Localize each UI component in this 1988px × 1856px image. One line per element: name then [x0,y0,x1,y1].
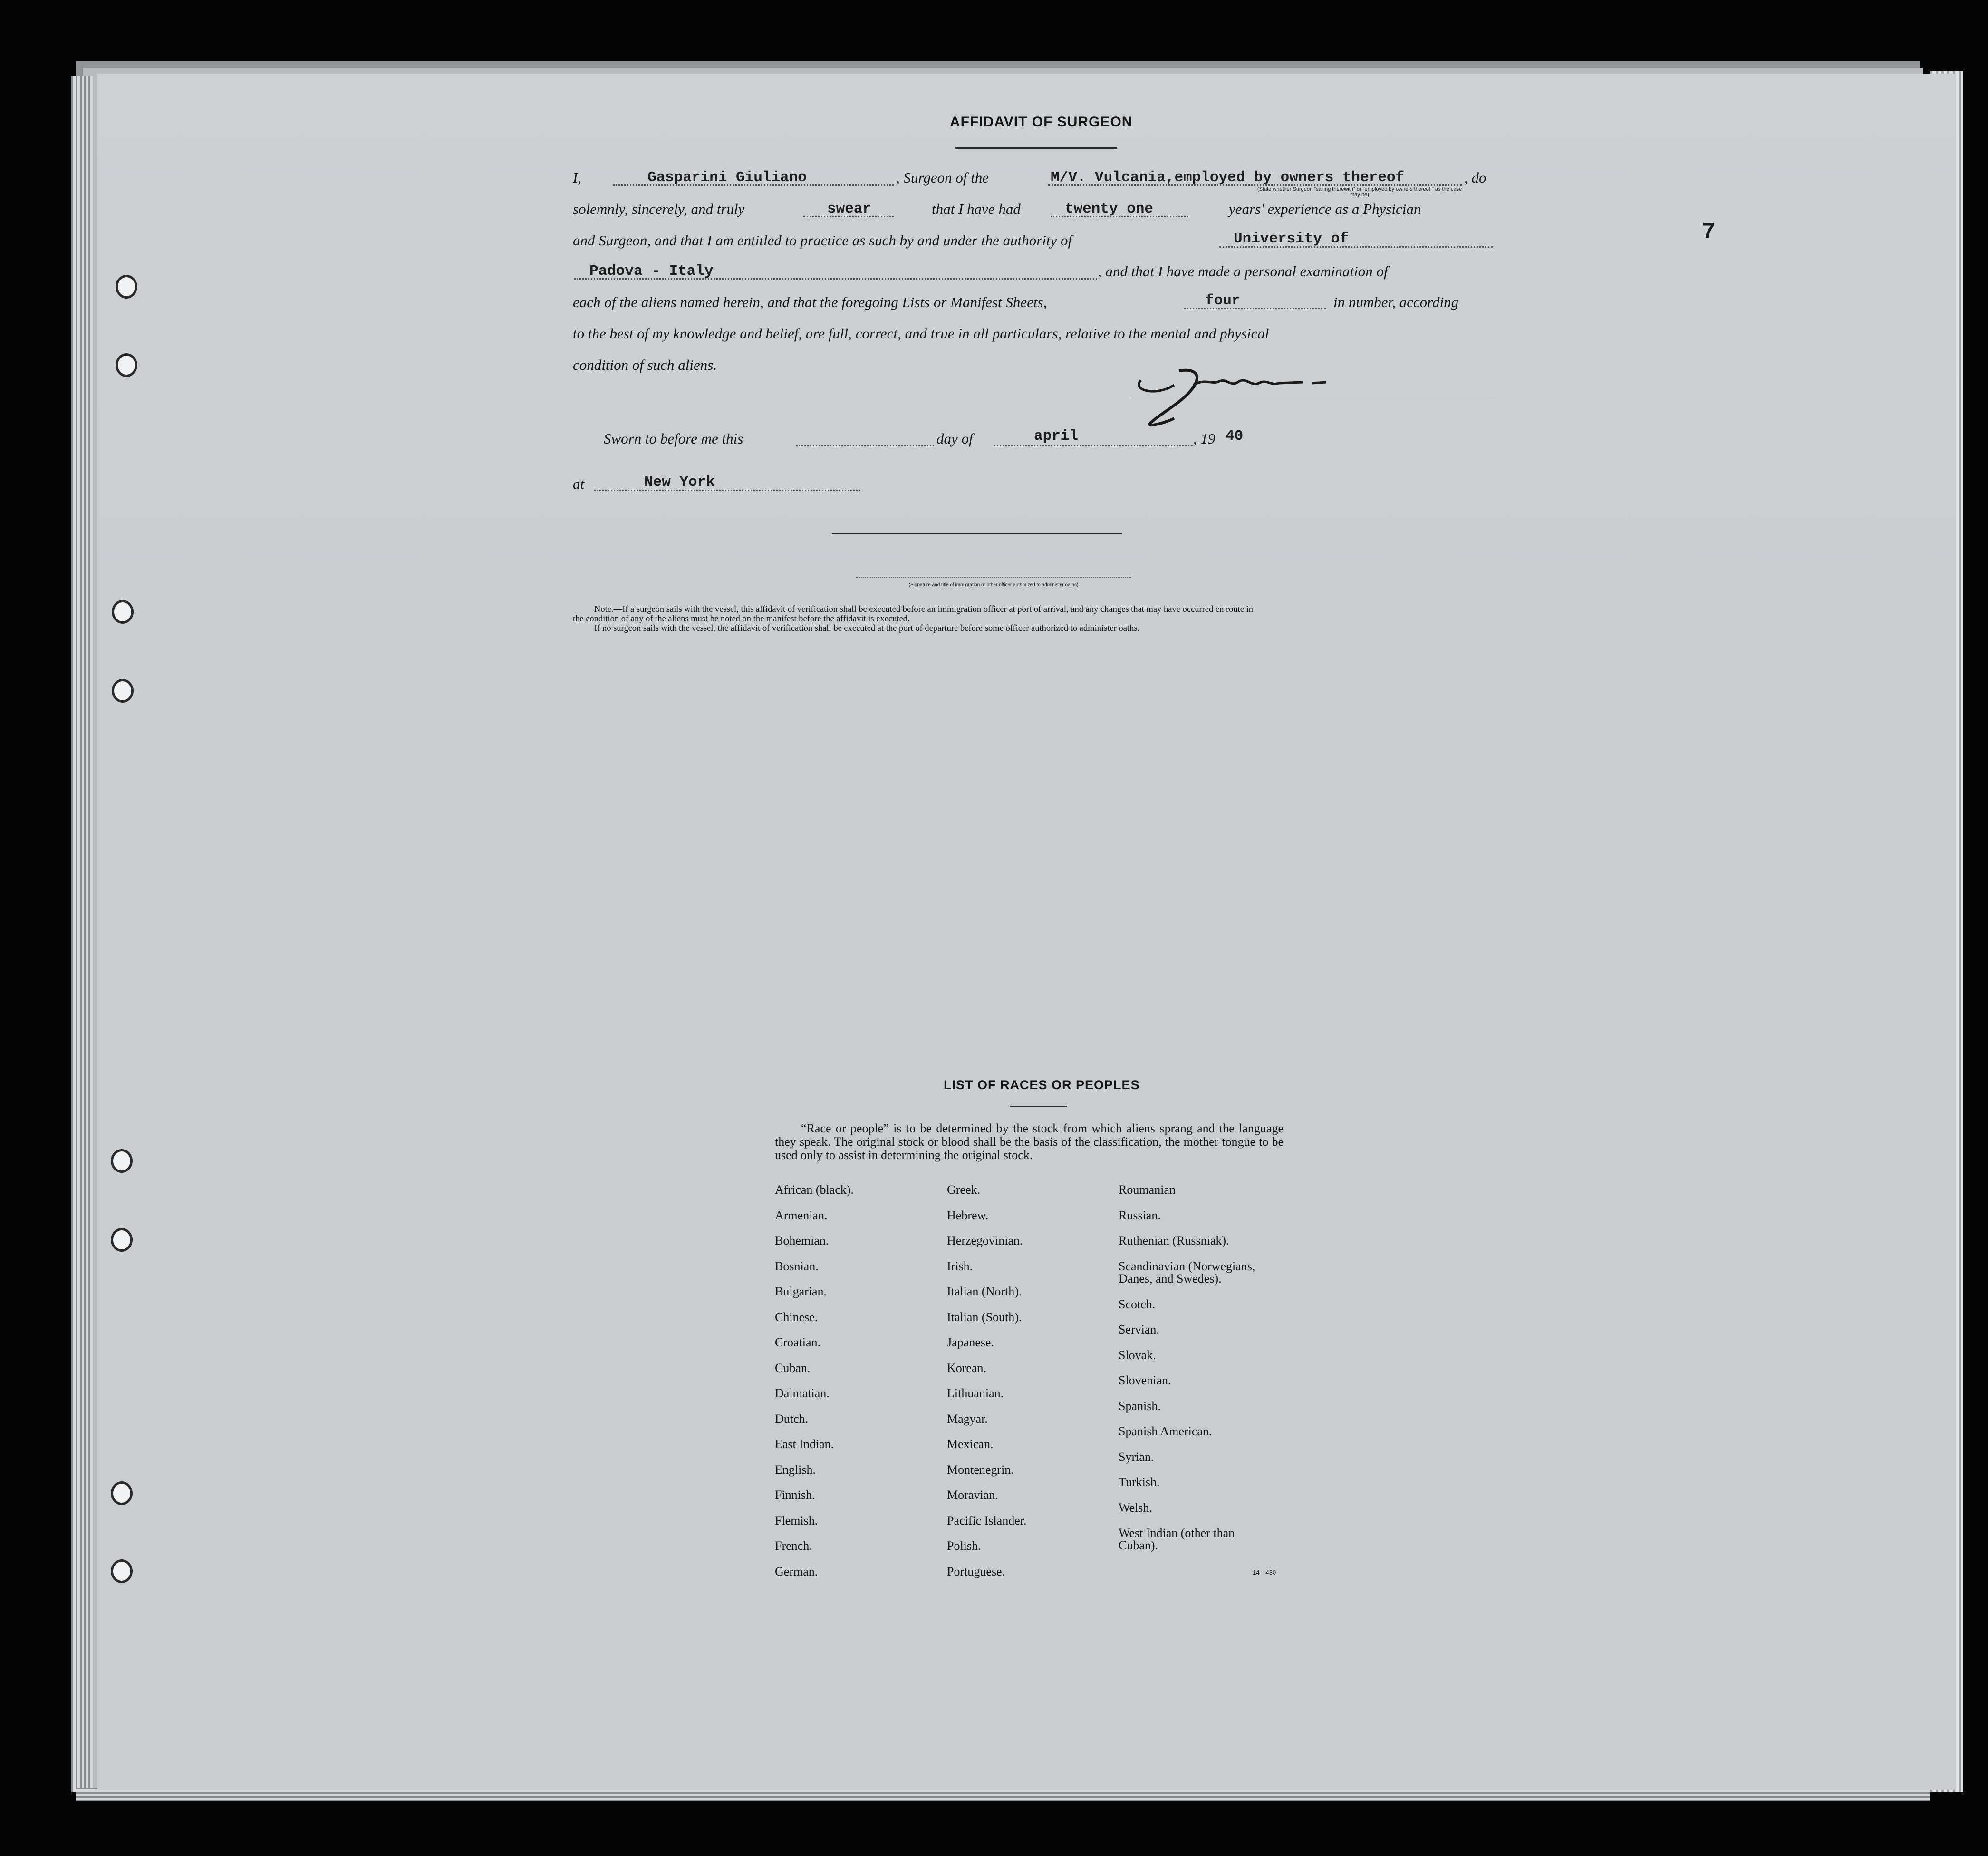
binder-hole [111,1481,133,1505]
race-item: Italian (North). [947,1285,1022,1298]
sworn-month-field: april [1034,428,1079,445]
race-item: English. [775,1462,816,1477]
vessel-employment-field: M/V. Vulcania,employed by owners thereof [1051,169,1405,186]
race-item: Scandinavian (Norwegians, Danes, and Swedes). [1119,1259,1255,1286]
race-item: Bohemian. [775,1234,829,1247]
sworn-day-line [796,445,934,446]
binder-hole [112,600,134,624]
affidavit-line-2-end: years' experience as a Physician [1229,201,1421,217]
authority-field-2: Padova - Italy [589,263,714,280]
race-item: Moravian. [947,1488,998,1502]
binder-hole [111,1228,133,1252]
sworn-month-line [994,445,1193,446]
affidavit-line-2-pre: solemnly, sincerely, and truly [573,201,745,217]
affidavit-line-3-pre: and Surgeon, and that I am entitled to practice as such by and under the authority of [573,232,1072,249]
affidavit-line-6: to the best of my knowledge and belief, are full, correct, and true in all particulars, relative to the mental and physical [573,325,1269,342]
binder-hole [111,1559,133,1583]
sworn-place-line [594,490,860,491]
race-item: Bosnian. [775,1259,819,1273]
race-item: Greek. [947,1183,981,1197]
binder-hole [116,275,137,299]
race-item: Polish. [947,1539,981,1553]
race-item: Magyar. [947,1411,988,1426]
races-title: LIST OF RACES OR PEOPLES [944,1078,1140,1092]
race-item: Portuguese. [947,1564,1005,1578]
authority-line-2 [574,278,1097,280]
race-item: Herzegovinian. [947,1234,1023,1247]
affidavit-note-2: the condition of any of the aliens must be noted on the manifest before the affidavit is executed. [573,614,910,624]
race-item: Armenian. [775,1208,828,1222]
affidavit-line-1-end: , do [1464,169,1486,186]
race-item: Ruthenian (Russniak). [1119,1234,1229,1247]
race-item: West Indian (other than Cuban). [1119,1526,1235,1552]
sworn-day-of: day of [936,430,973,447]
race-item: East Indian. [775,1437,834,1451]
race-item: Slovenian. [1119,1373,1171,1387]
race-item: Chinese. [775,1310,818,1324]
race-item: Slovak. [1119,1348,1156,1362]
race-item: Croatian. [775,1335,821,1349]
surgeon-name-field: Gasparini Giuliano [647,169,807,186]
race-item: Mexican. [947,1437,994,1451]
race-item: Spanish. [1119,1399,1161,1413]
race-item: Spanish American. [1119,1424,1212,1438]
race-item: German. [775,1564,818,1578]
officer-signature-line [832,533,1122,534]
binder-hole [111,1149,133,1173]
sworn-prefix: Sworn to before me this [604,430,743,447]
vessel-hint-caption: (State whether Surgeon "sailing therewith" or "employed by owners thereof," as the case may be) [1257,186,1462,198]
affidavit-note-3: If no surgeon sails with the vessel, the affidavit of verification shall be executed at the port of departure before some officer authorized to administer oaths. [594,624,1140,633]
officer-title-line [856,577,1131,578]
race-item: African (black). [775,1183,854,1197]
races-column-3 [1119,1184,1290,1553]
affidavit-title: AFFIDAVIT OF SURGEON [950,114,1133,130]
vessel-employment-line [1048,184,1462,186]
form-number: 14—430 [1253,1569,1276,1576]
race-item: Scotch. [1119,1297,1156,1311]
affidavit-line-5-end: in number, according [1333,294,1459,310]
sworn-year-prefix: , 19 [1193,430,1216,447]
race-item: Cuban. [775,1361,811,1375]
race-item: Irish. [947,1259,973,1273]
race-item: French. [775,1539,812,1553]
race-item: Korean. [947,1361,987,1375]
race-item: Hebrew. [947,1208,989,1222]
authority-line-1 [1219,246,1493,248]
race-item: Dutch. [775,1411,809,1426]
binder-hole [112,679,134,703]
race-item: Welsh. [1119,1500,1152,1515]
race-item: Bulgarian. [775,1285,827,1298]
race-item: Japanese. [947,1335,994,1349]
surgeon-name-line [613,184,894,186]
race-item: Pacific Islander. [947,1513,1027,1527]
page-number: 7 [1702,220,1716,245]
binder-hole [116,353,137,377]
oath-line [803,216,894,217]
sworn-at-label: at [573,475,585,492]
race-item: Flemish. [775,1513,818,1527]
authority-field-1: University of [1234,231,1349,247]
affidavit-line-7: condition of such aliens. [573,357,717,373]
affidavit-line-1-mid: , Surgeon of the [896,169,989,186]
race-item: Roumanian [1119,1183,1176,1197]
races-intro: “Race or people” is to be determined by the stock from which aliens sprang and the language they speak. The original stock or blood shall be the basis of the classification, the mother tongue to be used only to assist in determining the original stock. [775,1121,1284,1162]
affidavit-title-rule [955,147,1117,149]
left-page-edges [71,76,93,1792]
race-item: Syrian. [1119,1450,1154,1464]
race-item: Lithuanian. [947,1386,1004,1400]
oath-field: swear [827,201,872,217]
race-item: Russian. [1119,1208,1161,1222]
affidavit-line-2-mid: that I have had [932,201,1021,217]
race-item: Dalmatian. [775,1386,830,1400]
officer-caption: (Signature and title of immigration or other officer authorized to administer oaths) [908,582,1079,588]
affidavit-line-1: I, [573,169,582,186]
races-column-2 [947,1184,1027,1591]
affidavit-note-1: Note.—If a surgeon sails with the vessel, this affidavit of verification shall be executed before an immigration officer at port of arrival, and any changes that may have occurred en route in [594,605,1253,614]
surgeon-signature [1122,352,1502,428]
race-item: Turkish. [1119,1475,1160,1489]
race-item: Montenegrin. [947,1462,1014,1477]
race-item: Italian (South). [947,1310,1022,1324]
sworn-place-field: New York [644,474,715,491]
years-experience-field: twenty one [1065,201,1154,217]
manifest-sheets-line [1184,308,1326,309]
races-title-rule [1010,1106,1067,1107]
affidavit-line-4-end: , and that I have made a personal examination of [1098,263,1388,280]
years-experience-line [1051,216,1188,217]
affidavit-line-5-pre: each of the aliens named herein, and that the foregoing Lists or Manifest Sheets, [573,294,1047,310]
races-column-1 [775,1184,854,1591]
sworn-year-field: 40 [1226,428,1244,445]
manifest-sheets-field: four [1205,292,1241,309]
race-item: Finnish. [775,1488,815,1502]
race-item: Servian. [1119,1323,1159,1336]
